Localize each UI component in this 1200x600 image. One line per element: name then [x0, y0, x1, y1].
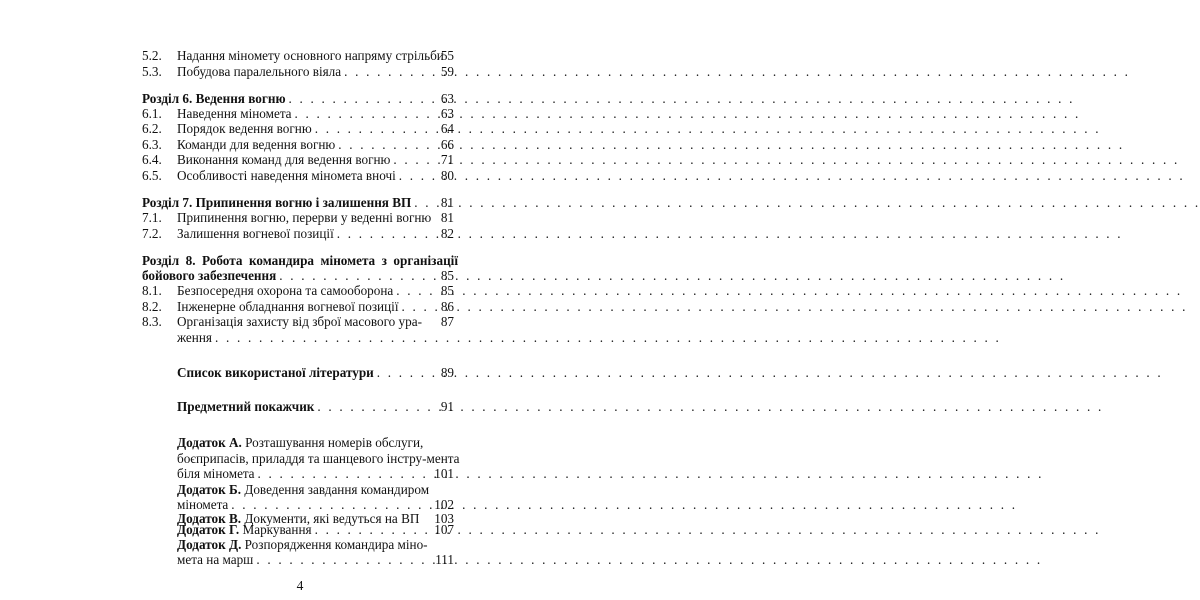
leader-dots — [399, 168, 1185, 183]
leader-dots — [402, 299, 1188, 314]
toc-entry-page: 63 — [440, 90, 454, 106]
chapter-title-line2: бойового забезпечення — [142, 268, 277, 284]
appendix-d-text: Розпорядження командира міно- — [241, 537, 428, 552]
appendix-a-text: Розташування номерів обслуги, — [241, 435, 424, 451]
appendix-b-label: Додаток Б. — [177, 481, 242, 497]
toc-entry-page: 71 — [440, 152, 454, 168]
chapter-title: Розділ 7. Припинення вогню і залишення ВП — [142, 194, 412, 210]
appendix-v-desc: Документи, які ведуться на ВП — [241, 510, 420, 526]
toc-entry-label: Залишення вогневої позиції — [177, 225, 334, 241]
leader-dots — [338, 137, 1124, 152]
leader-dots — [344, 64, 1130, 79]
toc-appendix-d-desc: мета на марш — [177, 552, 254, 567]
toc-entry-page: 103 — [434, 510, 454, 526]
toc-appendix-d-text — [177, 552, 253, 567]
toc-appendix-g-desc: Маркування — [239, 522, 312, 537]
leader-dots — [256, 552, 1042, 567]
toc-entry-page: 63 — [440, 106, 454, 122]
toc-entry-page: 82 — [440, 225, 454, 241]
page-number: 4 — [296, 578, 304, 593]
appendix-d-line1 — [177, 537, 428, 552]
toc-entry-page: 80 — [440, 167, 454, 183]
toc-entry-number: 8.1. — [142, 283, 162, 299]
toc-entry-page: 111 — [435, 552, 454, 567]
leader-dots — [414, 195, 1200, 210]
index-title: Предметний покажчик — [177, 399, 315, 415]
leader-dots — [289, 91, 1075, 106]
toc-entry-number: 5.2. — [142, 48, 162, 64]
appendix-a-label: Додаток А. — [177, 435, 242, 451]
appendix-b-line2: мінометa — [177, 497, 229, 513]
toc-entry-label: Інженерне обладнання вогневої позиції — [177, 298, 399, 314]
toc-entry-page: 85 — [440, 268, 454, 284]
toc-entry-page: 102 — [434, 497, 454, 513]
toc-entry-number: 7.2. — [142, 225, 162, 241]
toc-entry-page: 66 — [440, 136, 454, 152]
chapter-8-title-line1: Розділ 8. Робота командира мінометa з організації — [142, 252, 458, 268]
appendix-a-line3: біля мінометa — [177, 466, 255, 482]
appendix-a-line1 — [177, 435, 422, 450]
toc-entry-page: 87 — [440, 314, 454, 330]
leader-dots — [294, 106, 1080, 121]
toc-entry-page: 86 — [440, 298, 454, 314]
leader-dots — [279, 268, 1065, 283]
toc-entry-label: Виконання команд для ведення вогню — [177, 152, 391, 168]
leader-dots — [337, 226, 1123, 241]
toc-entry-label: Особливості наведення мінометa вночі — [177, 167, 396, 183]
toc-appendix-g-text — [177, 522, 312, 537]
toc-entry-number: 8.3. — [142, 314, 162, 330]
toc-entry-number: 7.1. — [142, 210, 162, 226]
toc-entry-page: 59 — [440, 64, 454, 80]
toc-entry-page: 91 — [440, 399, 454, 415]
toc-entry-page: 101 — [434, 466, 454, 482]
toc-entry-page: 107 — [434, 522, 454, 537]
appendix-v-label: Додаток В. — [177, 510, 242, 526]
appendix-b-line1 — [177, 481, 430, 497]
toc-entry-label: Побудова паралельного віяла — [177, 64, 342, 80]
toc-entry-label-line1: Організація захисту від зброї масового ура- — [177, 314, 422, 330]
toc-entry-page: 55 — [440, 48, 454, 64]
toc-entry-page: 81 — [440, 210, 454, 226]
toc-entry-page: 81 — [440, 194, 454, 210]
toc-entry-number: 6.5. — [142, 167, 162, 183]
toc-entry-number: 8.2. — [142, 298, 162, 314]
leader-dots — [393, 152, 1179, 167]
toc-entry-label: Припинення вогню, перерви у веденні вогню — [177, 210, 432, 226]
toc-entry-page: 85 — [440, 283, 454, 299]
toc-appendix-g-label: Додаток Г. — [177, 522, 240, 537]
leader-dots — [396, 283, 1182, 298]
chapter-title: Розділ 6. Ведення вогню — [142, 90, 286, 106]
leader-dots — [215, 330, 1001, 345]
toc-entry-label: Команди для ведення вогню — [177, 136, 336, 152]
toc-entry-page: 64 — [440, 121, 454, 137]
leader-dots — [258, 466, 1044, 481]
toc-entry-label: Надання міномету основного напряму стрільби — [177, 48, 444, 64]
literature-title: Список використаної літератури — [177, 364, 374, 380]
toc-entry-label-line2: ження — [177, 329, 212, 345]
toc-entry-number: 6.1. — [142, 106, 162, 122]
leader-dots — [377, 365, 1163, 380]
toc-entry-label: Безпосередня охорона та самооборона — [177, 283, 394, 299]
toc-entry-label: Порядок ведення вогню — [177, 121, 312, 137]
toc-entry-page: 89 — [440, 364, 454, 380]
appendix-d-label: Додаток Д. — [177, 537, 242, 552]
toc-entry-number: 6.3. — [142, 136, 162, 152]
toc-entry-number: 5.3. — [142, 64, 162, 80]
toc-entry-label: Наведення мінометa — [177, 106, 292, 122]
toc-entry-number: 6.4. — [142, 152, 162, 168]
appendix-b-text: Доведення завдання командиром — [241, 481, 430, 497]
appendix-a-line2: боєприпасів, приладдя та шанцевого інстру-мента — [177, 450, 460, 466]
toc-entry-number: 6.2. — [142, 121, 162, 137]
